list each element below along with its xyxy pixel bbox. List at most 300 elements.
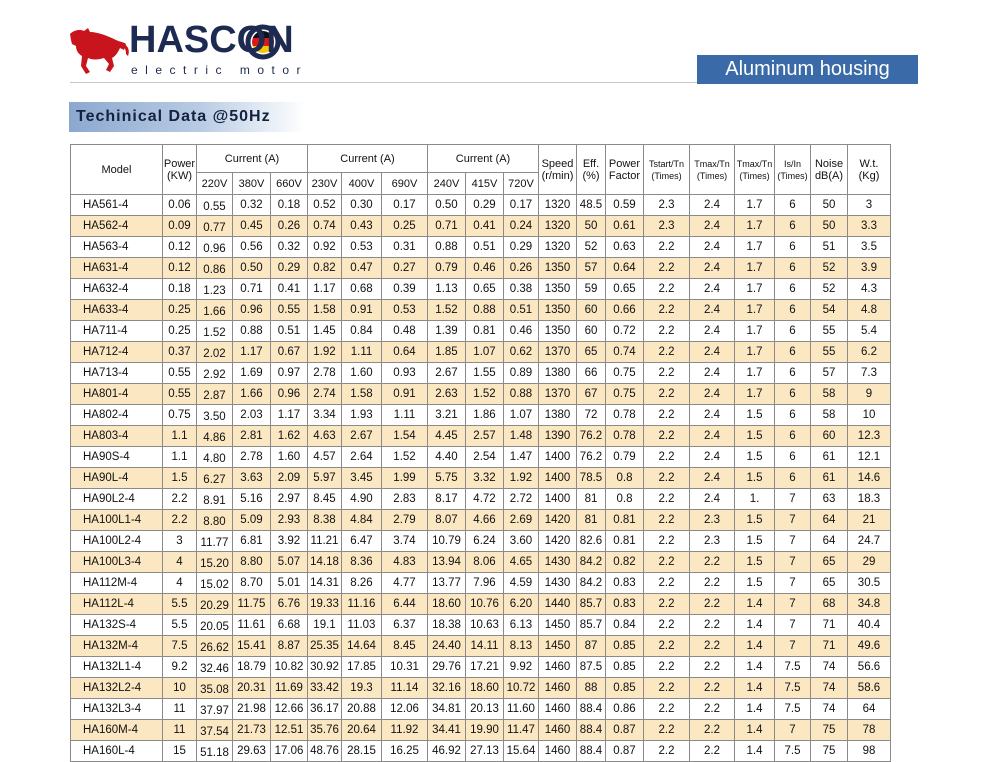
table-cell: 17.85 [342, 657, 382, 678]
table-cell: 0.96 [197, 237, 233, 258]
table-cell: 1.7 [735, 384, 775, 405]
model-cell: HA632-4 [71, 279, 163, 300]
table-cell: 2.72 [504, 489, 539, 510]
table-cell: 2.67 [428, 363, 466, 384]
table-cell: 1.4 [735, 657, 775, 678]
table-cell: 2.97 [271, 489, 308, 510]
table-cell: 8.13 [504, 636, 539, 657]
table-cell: 0.30 [342, 195, 382, 216]
table-cell: 18.60 [428, 594, 466, 615]
table-cell: 19.33 [308, 594, 342, 615]
table-cell: 0.59 [606, 195, 644, 216]
table-cell: 1370 [539, 342, 577, 363]
table-cell: 0.17 [382, 195, 428, 216]
table-cell: 1400 [539, 489, 577, 510]
model-cell: HA561-4 [71, 195, 163, 216]
table-cell: 0.77 [197, 216, 233, 237]
table-cell: 7.5 [775, 741, 811, 762]
table-cell: 1.7 [735, 195, 775, 216]
table-cell: 4.57 [308, 447, 342, 468]
header-voltage: 690V [382, 173, 428, 195]
table-cell: 72 [577, 405, 606, 426]
table-cell: 11.77 [197, 531, 233, 552]
table-cell: 0.85 [606, 657, 644, 678]
table-cell: 1370 [539, 384, 577, 405]
table-cell: 12.06 [382, 699, 428, 720]
table-cell: 2.92 [197, 363, 233, 384]
table-cell: 3 [848, 195, 891, 216]
table-cell: 1.1 [163, 426, 197, 447]
table-cell: 2.4 [690, 426, 735, 447]
table-cell: 1380 [539, 363, 577, 384]
model-cell: HA712-4 [71, 342, 163, 363]
table-cell: 2.4 [690, 321, 735, 342]
table-cell: 11.47 [504, 720, 539, 741]
model-cell: HA631-4 [71, 258, 163, 279]
table-cell: 7.5 [775, 699, 811, 720]
table-row [71, 657, 891, 678]
table-cell: 2.2 [644, 741, 690, 762]
header-power: Power (KW) [163, 145, 197, 195]
table-cell: 1450 [539, 636, 577, 657]
table-cell: 1.4 [735, 741, 775, 762]
table-cell: 0.83 [606, 594, 644, 615]
table-cell: 74 [811, 678, 848, 699]
table-cell: 0.82 [308, 258, 342, 279]
table-cell: 2.2 [163, 510, 197, 531]
table-cell: 2.2 [644, 636, 690, 657]
page-title: Techinical Data @50Hz [76, 108, 271, 125]
table-cell: 1420 [539, 531, 577, 552]
table-cell: 2.4 [690, 216, 735, 237]
table-cell: 21 [848, 510, 891, 531]
header-current-group-2: Current (A) [308, 145, 428, 173]
section-label: Aluminum housing [697, 55, 918, 84]
table-cell: 2.67 [342, 426, 382, 447]
table-row [71, 279, 891, 300]
table-cell: 8.38 [308, 510, 342, 531]
table-cell: 1.62 [271, 426, 308, 447]
table-cell: 35.08 [197, 678, 233, 699]
table-cell: 17.21 [466, 657, 504, 678]
table-cell: 3.63 [233, 468, 271, 489]
table-cell: 6 [775, 258, 811, 279]
table-cell: 9 [848, 384, 891, 405]
table-cell: 10.79 [428, 531, 466, 552]
table-cell: 3.3 [848, 216, 891, 237]
table-cell: 1.5 [735, 552, 775, 573]
table-cell: 1.58 [308, 300, 342, 321]
table-cell: 6 [775, 216, 811, 237]
header-is-in: Is/In (Times) [775, 145, 811, 195]
model-cell: HA633-4 [71, 300, 163, 321]
table-cell: 20.29 [197, 594, 233, 615]
table-cell: 64 [811, 510, 848, 531]
table-cell: 3.92 [271, 531, 308, 552]
table-cell: 2.2 [644, 363, 690, 384]
table-cell: 74 [811, 699, 848, 720]
table-cell: 6 [775, 279, 811, 300]
table-cell: 51.18 [197, 741, 233, 762]
table-cell: 1.4 [735, 615, 775, 636]
table-cell: 2.03 [233, 405, 271, 426]
table-cell: 7.3 [848, 363, 891, 384]
header-voltage: 220V [197, 173, 233, 195]
table-cell: 8.70 [233, 573, 271, 594]
table-cell: 0.71 [428, 216, 466, 237]
table-cell: 75 [811, 741, 848, 762]
table-cell: 4.63 [308, 426, 342, 447]
table-cell: 1.5 [735, 531, 775, 552]
header-power-factor: Power Factor [606, 145, 644, 195]
table-cell: 5.5 [163, 594, 197, 615]
table-cell: 1.5 [735, 405, 775, 426]
table-cell: 14.31 [308, 573, 342, 594]
table-cell: 34.41 [428, 720, 466, 741]
table-row [71, 300, 891, 321]
table-cell: 1.5 [735, 573, 775, 594]
table-cell: 0.96 [271, 384, 308, 405]
table-cell: 1.7 [735, 300, 775, 321]
model-cell: HA160L-4 [71, 741, 163, 762]
table-cell: 65 [811, 573, 848, 594]
table-cell: 1.07 [466, 342, 504, 363]
table-cell: 32.46 [197, 657, 233, 678]
table-cell: 0.27 [382, 258, 428, 279]
table-cell: 88 [577, 678, 606, 699]
table-cell: 4.65 [504, 552, 539, 573]
model-cell: HA803-4 [71, 426, 163, 447]
table-cell: 2.4 [690, 195, 735, 216]
table-cell: 0.18 [271, 195, 308, 216]
model-cell: HA563-4 [71, 237, 163, 258]
table-row [71, 531, 891, 552]
table-cell: 8.17 [428, 489, 466, 510]
table-cell: 2.64 [342, 447, 382, 468]
table-cell: 6.47 [342, 531, 382, 552]
table-cell: 3.32 [466, 468, 504, 489]
table-cell: 84.2 [577, 573, 606, 594]
table-cell: 2.2 [644, 510, 690, 531]
table-cell: 2.2 [644, 237, 690, 258]
table-cell: 1390 [539, 426, 577, 447]
model-cell: HA132L2-4 [71, 678, 163, 699]
table-cell: 0.79 [606, 447, 644, 468]
table-row [71, 342, 891, 363]
table-cell: 0.53 [382, 300, 428, 321]
table-cell: 2.4 [690, 447, 735, 468]
table-cell: 6.13 [504, 615, 539, 636]
table-cell: 5.07 [271, 552, 308, 573]
table-cell: 2.2 [644, 258, 690, 279]
table-cell: 19.1 [308, 615, 342, 636]
table-cell: 6.37 [382, 615, 428, 636]
table-cell: 15.20 [197, 552, 233, 573]
table-cell: 88.4 [577, 720, 606, 741]
table-row [71, 195, 891, 216]
table-cell: 4.59 [504, 573, 539, 594]
table-cell: 2.78 [308, 363, 342, 384]
header-voltage: 400V [342, 173, 382, 195]
header-noise: Noise dB(A) [811, 145, 848, 195]
table-cell: 8.06 [466, 552, 504, 573]
table-cell: 52 [811, 279, 848, 300]
table-cell: 13.77 [428, 573, 466, 594]
table-cell: 0.26 [271, 216, 308, 237]
table-cell: 5.5 [163, 615, 197, 636]
table-cell: 60 [577, 321, 606, 342]
spec-table [70, 144, 891, 762]
header-voltage: 230V [308, 173, 342, 195]
table-cell: 56.6 [848, 657, 891, 678]
table-cell: 1380 [539, 405, 577, 426]
table-cell: 2.2 [644, 531, 690, 552]
table-cell: 0.97 [271, 363, 308, 384]
table-cell: 2.2 [644, 384, 690, 405]
table-cell: 0.87 [606, 741, 644, 762]
table-cell: 1320 [539, 195, 577, 216]
table-cell: 0.25 [163, 300, 197, 321]
table-cell: 33.42 [308, 678, 342, 699]
table-cell: 2.4 [690, 489, 735, 510]
table-cell: 6 [775, 342, 811, 363]
table-cell: 3 [163, 531, 197, 552]
table-cell: 88.4 [577, 741, 606, 762]
table-cell: 0.41 [271, 279, 308, 300]
table-cell: 0.53 [342, 237, 382, 258]
table-cell: 2.2 [644, 573, 690, 594]
table-cell: 20.13 [466, 699, 504, 720]
table-cell: 2.2 [644, 300, 690, 321]
table-cell: 1.5 [735, 468, 775, 489]
table-cell: 2.3 [690, 510, 735, 531]
table-cell: 88.4 [577, 699, 606, 720]
table-cell: 6 [775, 405, 811, 426]
table-row [71, 216, 891, 237]
table-cell: 37.54 [197, 720, 233, 741]
table-cell: 51 [811, 237, 848, 258]
table-cell: 1.92 [504, 468, 539, 489]
table-cell: 16.25 [382, 741, 428, 762]
table-cell: 7 [775, 531, 811, 552]
table-cell: 0.50 [233, 258, 271, 279]
table-cell: 5.75 [428, 468, 466, 489]
table-cell: 0.84 [606, 615, 644, 636]
table-cell: 0.17 [504, 195, 539, 216]
table-cell: 1.55 [466, 363, 504, 384]
model-cell: HA132L3-4 [71, 699, 163, 720]
table-cell: 30.92 [308, 657, 342, 678]
table-cell: 0.75 [163, 405, 197, 426]
table-cell: 58 [811, 384, 848, 405]
table-cell: 85.7 [577, 594, 606, 615]
table-cell: 17.06 [271, 741, 308, 762]
table-cell: 11.92 [382, 720, 428, 741]
table-cell: 1.52 [428, 300, 466, 321]
table-cell: 6 [775, 447, 811, 468]
table-row [71, 447, 891, 468]
header-speed: Speed (r/min) [539, 145, 577, 195]
table-cell: 6.2 [848, 342, 891, 363]
table-cell: 49.6 [848, 636, 891, 657]
model-cell: HA100L3-4 [71, 552, 163, 573]
table-cell: 5.97 [308, 468, 342, 489]
table-cell: 2.2 [690, 594, 735, 615]
table-cell: 0.41 [466, 216, 504, 237]
table-cell: 48.76 [308, 741, 342, 762]
table-cell: 4.8 [848, 300, 891, 321]
table-cell: 10.82 [271, 657, 308, 678]
table-cell: 3.50 [197, 405, 233, 426]
table-cell: 0.62 [504, 342, 539, 363]
table-cell: 4.72 [466, 489, 504, 510]
table-cell: 1.54 [382, 426, 428, 447]
header-eff: Eff. (%) [577, 145, 606, 195]
table-cell: 0.92 [308, 237, 342, 258]
table-cell: 20.05 [197, 615, 233, 636]
table-cell: 57 [811, 363, 848, 384]
table-cell: 55 [811, 321, 848, 342]
table-cell: 0.52 [308, 195, 342, 216]
table-cell: 1.66 [233, 384, 271, 405]
table-cell: 25.35 [308, 636, 342, 657]
table-cell: 4.86 [197, 426, 233, 447]
table-cell: 11 [163, 720, 197, 741]
model-cell: HA132L1-4 [71, 657, 163, 678]
table-cell: 0.75 [606, 384, 644, 405]
table-cell: 1.48 [504, 426, 539, 447]
table-cell: 20.88 [342, 699, 382, 720]
table-cell: 0.48 [382, 321, 428, 342]
table-cell: 78.5 [577, 468, 606, 489]
header-voltage: 415V [466, 173, 504, 195]
model-cell: HA713-4 [71, 363, 163, 384]
table-row [71, 321, 891, 342]
table-cell: 52 [577, 237, 606, 258]
brand-name: HASCON [129, 19, 294, 61]
table-cell: 0.32 [271, 237, 308, 258]
table-cell: 12.51 [271, 720, 308, 741]
model-cell: HA562-4 [71, 216, 163, 237]
table-cell: 52 [811, 258, 848, 279]
table-cell: 0.37 [163, 342, 197, 363]
table-cell: 1.93 [342, 405, 382, 426]
table-cell: 55 [811, 342, 848, 363]
table-cell: 2.3 [644, 195, 690, 216]
table-cell: 0.91 [382, 384, 428, 405]
table-cell: 0.55 [163, 384, 197, 405]
table-cell: 2.2 [644, 426, 690, 447]
table-cell: 8.80 [197, 510, 233, 531]
table-cell: 58.6 [848, 678, 891, 699]
table-cell: 2.57 [466, 426, 504, 447]
table-cell: 2.2 [690, 678, 735, 699]
table-cell: 78 [848, 720, 891, 741]
table-cell: 2.2 [690, 699, 735, 720]
header-weight: W.t. (Kg) [848, 145, 891, 195]
table-cell: 14.6 [848, 468, 891, 489]
table-cell: 0.88 [504, 384, 539, 405]
table-cell: 54 [811, 300, 848, 321]
table-cell: 2.2 [644, 342, 690, 363]
model-cell: HA100L1-4 [71, 510, 163, 531]
table-cell: 66 [577, 363, 606, 384]
table-row [71, 678, 891, 699]
table-cell: 18.3 [848, 489, 891, 510]
table-cell: 2.4 [690, 279, 735, 300]
table-cell: 36.17 [308, 699, 342, 720]
table-cell: 29 [848, 552, 891, 573]
table-cell: 10.72 [504, 678, 539, 699]
table-cell: 2.4 [690, 468, 735, 489]
table-cell: 2.2 [644, 552, 690, 573]
table-cell: 1.5 [735, 447, 775, 468]
table-cell: 0.61 [606, 216, 644, 237]
table-cell: 4.90 [342, 489, 382, 510]
table-cell: 2.54 [466, 447, 504, 468]
table-cell: 5.09 [233, 510, 271, 531]
table-cell: 0.86 [197, 258, 233, 279]
table-cell: 64 [848, 699, 891, 720]
table-cell: 2.3 [690, 531, 735, 552]
header-voltage: 660V [271, 173, 308, 195]
table-cell: 10.31 [382, 657, 428, 678]
table-cell: 8.91 [197, 489, 233, 510]
table-cell: 1.7 [735, 216, 775, 237]
table-cell: 50 [577, 216, 606, 237]
table-cell: 50 [811, 195, 848, 216]
table-cell: 0.31 [382, 237, 428, 258]
table-cell: 0.64 [382, 342, 428, 363]
table-cell: 9.2 [163, 657, 197, 678]
table-cell: 3.9 [848, 258, 891, 279]
table-cell: 0.88 [466, 300, 504, 321]
table-cell: 0.74 [606, 342, 644, 363]
table-cell: 18.38 [428, 615, 466, 636]
table-cell: 0.09 [163, 216, 197, 237]
table-cell: 2.4 [690, 237, 735, 258]
table-cell: 5.4 [848, 321, 891, 342]
table-cell: 0.86 [606, 699, 644, 720]
table-cell: 2.4 [690, 342, 735, 363]
model-cell: HA90L-4 [71, 468, 163, 489]
table-cell: 1.5 [735, 426, 775, 447]
table-cell: 0.88 [233, 321, 271, 342]
table-cell: 2.2 [690, 657, 735, 678]
table-cell: 2.2 [644, 405, 690, 426]
spec-table-body [71, 195, 891, 762]
table-cell: 0.93 [382, 363, 428, 384]
table-cell: 11.14 [382, 678, 428, 699]
table-cell: 0.64 [606, 258, 644, 279]
table-cell: 7.96 [466, 573, 504, 594]
table-cell: 0.55 [271, 300, 308, 321]
table-cell: 61 [811, 447, 848, 468]
table-cell: 37.97 [197, 699, 233, 720]
table-cell: 24.40 [428, 636, 466, 657]
table-cell: 0.55 [197, 195, 233, 216]
table-cell: 61 [811, 468, 848, 489]
table-cell: 59 [577, 279, 606, 300]
table-cell: 29.76 [428, 657, 466, 678]
table-cell: 4.40 [428, 447, 466, 468]
table-cell: 1320 [539, 237, 577, 258]
table-cell: 98 [848, 741, 891, 762]
table-cell: 8.36 [342, 552, 382, 573]
table-row [71, 237, 891, 258]
table-row [71, 384, 891, 405]
table-cell: 2.4 [690, 384, 735, 405]
